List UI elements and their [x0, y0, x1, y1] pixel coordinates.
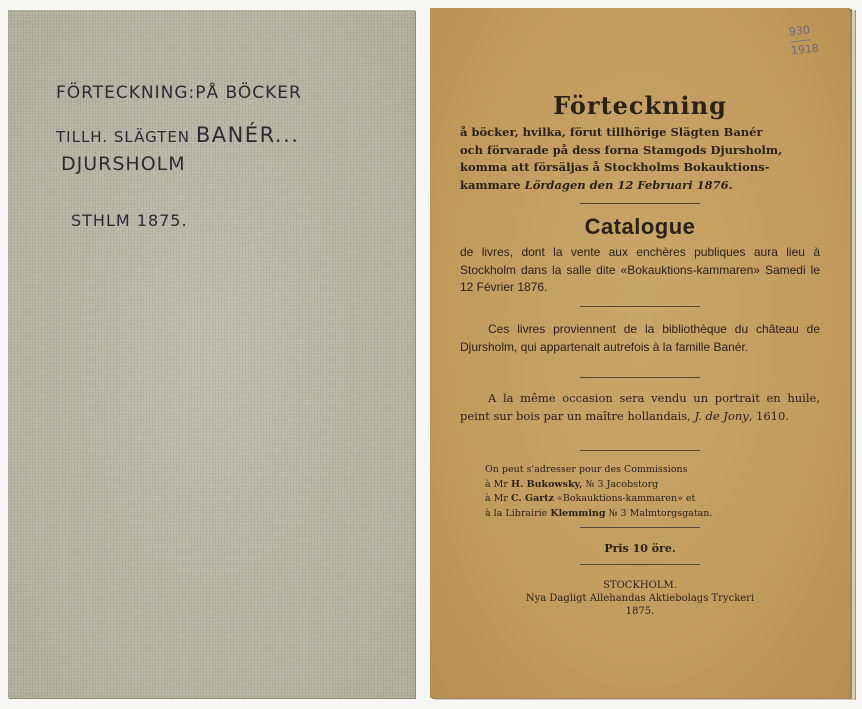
divider — [580, 306, 700, 307]
imprint — [430, 579, 850, 618]
imprint-printer: Nya Dagligt Allehandas Aktiebolags Tryckeri — [525, 593, 755, 604]
divider — [580, 377, 700, 378]
commission-agents — [485, 463, 805, 521]
sv-line-1: å böcker, hvilka, förut tillhörige Slägten Banér — [460, 125, 763, 139]
sv-line-4 — [460, 177, 820, 195]
cover-front — [8, 10, 415, 698]
commission-agent-name: H. Bukowsky, — [510, 478, 583, 490]
portrait-text: A la même occasion sera vendu un portrait en huile, peint sur bois par un maître hollandais, — [460, 391, 820, 423]
commissions-intro: On peut s'adresser pour des Commissions — [485, 464, 688, 475]
commission-prefix: à Mr — [485, 478, 508, 490]
title-french: Catalogue — [584, 214, 696, 239]
divider — [580, 203, 700, 204]
cover-line-2-name: BANÉR... — [195, 123, 300, 147]
commission-line-2 — [485, 492, 805, 507]
cover-handwriting-line-4: STHLM 1875. — [71, 211, 188, 230]
commission-address: № 3 Malmtorgsgatan. — [608, 507, 713, 519]
commission-prefix: à Mr — [485, 493, 508, 504]
sv-line-2: och förvarade på dess forna Stamgods Djursholm, — [460, 142, 783, 157]
imprint-city: STOCKHOLM. — [603, 580, 677, 591]
commission-agent-name: C. Gartz — [510, 493, 555, 504]
cover-handwriting-line-3: DJURSHOLM — [61, 153, 186, 175]
commission-agent-name: Klemming — [550, 507, 606, 519]
commission-prefix: à la Librairie — [485, 507, 548, 519]
divider — [580, 450, 700, 451]
title-swedish: Förteckning — [553, 91, 727, 120]
pencil-note-bottom: 1918 — [790, 41, 820, 58]
french-description: de livres, dont la vente aux enchères publiques aura lieu à Stockholm dans la salle dite «Bokauktions-kammaren» Samedi le 12 Février 1876. — [460, 245, 820, 294]
sale-date-swedish: Lördagen den 12 Februari 1876. — [524, 177, 733, 192]
swedish-description — [460, 124, 820, 194]
portrait-year: , 1610. — [748, 409, 789, 423]
title-page — [430, 8, 850, 698]
pencil-note — [788, 21, 820, 61]
pencil-note-top: 930 — [788, 21, 811, 42]
cover-handwriting-line-1: FÖRTECKNING:PÅ BÖCKER — [56, 83, 302, 103]
imprint-year: 1875. — [625, 606, 655, 617]
sv-line-3: komma att försäljas å Stockholms Bokauktions- — [460, 160, 770, 174]
commission-address: «Bokauktions-kammaren» et — [557, 493, 696, 504]
cover-line-2-prefix: TILLH. SLÄGTEN — [56, 128, 191, 146]
cover-handwriting-line-2 — [56, 123, 299, 147]
sv-last-prefix: kammare — [460, 177, 521, 192]
commission-line-3 — [485, 507, 805, 522]
portrait-notice — [460, 389, 820, 425]
commission-address: № 3 Jacobstorg — [585, 478, 659, 490]
portrait-artist: J. de Jony — [694, 409, 749, 423]
price: Pris 10 öre. — [604, 542, 676, 555]
commission-line-1 — [485, 478, 805, 493]
divider — [580, 527, 700, 528]
divider — [580, 564, 700, 565]
provenance-text: Ces livres proviennent de la bibliothèque du château de Djursholm, qui appartenait autrefois à la famille Banér. — [460, 322, 820, 354]
